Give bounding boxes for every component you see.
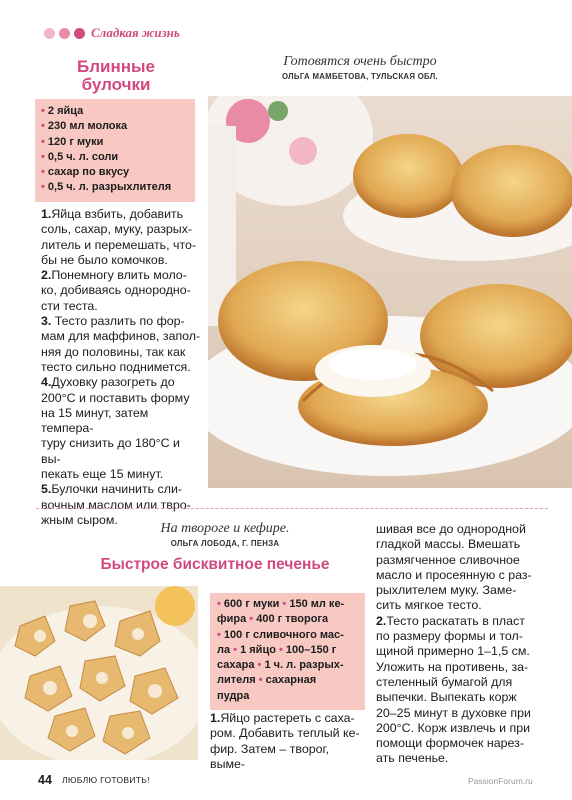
step-text: Яйца взбить, добавить: [51, 207, 184, 221]
ingredient-line: [217, 643, 359, 658]
recipe1-ingredients: [35, 99, 195, 202]
bullet-icon: •: [41, 181, 48, 194]
step-line: [376, 644, 534, 659]
recipe1-subtitle: Готовятся очень быстро: [283, 54, 437, 69]
ingredient-item: [41, 135, 187, 150]
ingredient-text: 0,5 ч. л. соли: [47, 150, 119, 163]
step-line: [41, 283, 201, 298]
recipe1-title-line1: Блинные: [77, 57, 155, 76]
ingredient-text: сахар по вкусу: [47, 166, 130, 179]
ingredient-text: 0,5 ч. л. разрыхлителя: [47, 181, 172, 194]
step-text: рыхлителем муку. Заме-: [376, 583, 517, 598]
ingredient-text: 1 яйцо: [240, 643, 276, 656]
recipe2-steps-col1: [210, 711, 366, 772]
step-text: ром. Добавить теплый ке-: [210, 726, 360, 741]
section-dots: [44, 28, 85, 39]
bullet-icon: •: [279, 643, 286, 656]
step-line: [41, 329, 201, 344]
step-text: няя до половины, так как: [41, 344, 186, 359]
ingredient-text: 400 г творога: [256, 613, 329, 626]
ingredient-text: фира: [217, 613, 247, 626]
step-text: масло и просеянную с раз-: [376, 567, 532, 582]
recipe1-caption: [210, 54, 510, 81]
step-text: фир. Затем – творог, выме-: [210, 741, 329, 771]
step-text: вочным маслом или твро-: [41, 497, 191, 512]
dot-icon: [74, 28, 85, 39]
step-line: [41, 360, 201, 375]
step-line: [41, 253, 201, 268]
step-line: [376, 736, 534, 751]
step-text: ко, добиваясь однородно-: [41, 283, 191, 298]
ingredient-text: 230 мл молока: [47, 120, 128, 133]
step-text: Тесто раскатать в пласт: [386, 613, 525, 628]
step-number: 3.: [41, 314, 52, 329]
step-text: Тесто разлить по фор-: [51, 314, 185, 329]
step-text: тесто сильно поднимется.: [41, 359, 191, 374]
bullet-icon: •: [217, 628, 224, 641]
dot-icon: [44, 28, 55, 39]
recipe2-subtitle: На твороге и кефире.: [160, 521, 290, 536]
step-line: [41, 482, 201, 497]
bullet-icon: •: [41, 105, 48, 117]
bullet-icon: •: [258, 674, 266, 687]
step-line: [376, 675, 534, 690]
page-number: 44: [38, 773, 52, 787]
step-number: 2.: [376, 613, 387, 628]
ingredient-line: [217, 673, 359, 688]
bullet-icon: •: [249, 613, 257, 626]
step-line: [376, 553, 534, 568]
bullet-icon: •: [41, 150, 48, 163]
cookies-photo-illustration: [0, 586, 198, 760]
ingredient-text: ла: [217, 643, 231, 656]
recipe1-author: ОЛЬГА МАМБЕТОВА, ТУЛЬСКАЯ ОБЛ.: [281, 72, 439, 81]
bullet-icon: •: [233, 643, 241, 656]
step-line: [376, 583, 534, 598]
step-line: [210, 711, 366, 726]
recipe2-author: ОЛЬГА ЛОБОДА, Г. ПЕНЗА: [170, 539, 280, 548]
ingredient-item: [41, 104, 187, 119]
dot-icon: [59, 28, 70, 39]
ingredient-text: сахара: [217, 659, 255, 672]
step-line: [41, 222, 201, 237]
recipe1-steps: [41, 207, 201, 528]
recipe2-title: Быстрое бисквитное печенье: [100, 556, 330, 573]
step-text: сить мягкое тесто.: [376, 598, 482, 613]
magazine-name: ЛЮБЛЮ ГОТОВИТЬ!: [62, 775, 150, 785]
ingredient-item: [41, 180, 187, 195]
step-line: [41, 268, 201, 283]
step-line: [41, 498, 201, 513]
step-line: [376, 522, 534, 537]
recipe1-title-line2: булочки: [81, 75, 151, 94]
step-line: [376, 660, 534, 675]
step-text: выпечки. Выпекать корж: [376, 690, 517, 705]
step-text: 20–25 минут в духовке при: [376, 705, 531, 720]
step-line: [376, 598, 534, 613]
step-text: сти теста.: [41, 298, 98, 313]
ingredient-text: сахарная: [265, 674, 317, 687]
ingredient-text: лителя: [217, 674, 256, 687]
step-text: мам для маффинов, запол-: [41, 329, 201, 344]
step-line: [41, 345, 201, 360]
step-text: пекать еще 15 минут.: [41, 467, 164, 482]
ingredient-text: 100–150 г: [285, 643, 337, 656]
step-line: [41, 314, 201, 329]
ingredient-line: [217, 597, 359, 612]
step-text: жным сыром.: [41, 512, 118, 527]
step-text: шивая все до однородной: [376, 522, 526, 536]
step-text: Понемногу влить моло-: [51, 268, 187, 283]
step-text: щиной примерно 1–1,5 см.: [376, 644, 530, 659]
step-text: размягченное сливочное: [376, 552, 520, 567]
step-text: ать печенье.: [376, 751, 449, 766]
ingredient-item: [41, 119, 187, 134]
ingredient-text: пудра: [217, 689, 250, 702]
section-title: Сладкая жизнь: [91, 25, 180, 40]
step-line: [210, 726, 366, 741]
step-line: [41, 375, 201, 390]
step-line: [376, 614, 534, 629]
step-line: [376, 706, 534, 721]
step-line: [41, 467, 201, 482]
step-text: 200°С. Корж извлечь и при: [376, 720, 531, 735]
step-line: [376, 537, 534, 552]
ingredient-text: 120 г муки: [47, 135, 104, 148]
step-text: помощи формочек нарез-: [376, 736, 524, 751]
step-line: [376, 568, 534, 583]
bullet-icon: •: [41, 120, 48, 133]
step-text: 200°С и поставить форму: [41, 390, 190, 405]
watermark: PassionForum.ru: [468, 776, 533, 786]
recipe2-steps-col2: [376, 522, 534, 767]
bullet-icon: •: [217, 598, 224, 610]
ingredient-item: [41, 150, 187, 165]
ingredient-text: 2 яйца: [47, 105, 84, 117]
step-text: литель и перемешать, что-: [41, 237, 197, 252]
step-text: Яйцо растереть с саха-: [220, 711, 355, 725]
step-line: [41, 436, 201, 467]
step-text: на 15 минут, затем темпера-: [41, 405, 149, 436]
step-line: [376, 721, 534, 736]
step-text: по размеру формы и тол-: [376, 629, 523, 644]
step-text: бы не было комочков.: [41, 252, 168, 267]
step-line: [210, 742, 366, 773]
recipe2-caption: [80, 521, 370, 548]
step-line: [41, 238, 201, 253]
ingredient-line: [217, 612, 359, 627]
step-text: стеленный бумагой для: [376, 674, 513, 689]
bullet-icon: •: [282, 598, 290, 610]
step-number: 2.: [41, 268, 52, 283]
step-text: гладкой массы. Вмешать: [376, 537, 521, 552]
ingredient-text: 1 ч. л. разрых-: [264, 659, 344, 672]
buns-photo-illustration: [208, 96, 572, 488]
step-line: [376, 690, 534, 705]
step-line: [41, 299, 201, 314]
step-number: 4.: [41, 375, 52, 390]
step-number: 1.: [41, 207, 52, 221]
step-text: Булочки начинить сли-: [51, 482, 183, 497]
step-line: [41, 391, 201, 406]
step-line: [41, 406, 201, 437]
buns-photo: [208, 96, 572, 488]
step-text: Духовку разогреть до: [51, 375, 175, 390]
step-text: соль, сахар, муку, разрых-: [41, 222, 193, 237]
cookies-photo: [0, 586, 198, 760]
ingredient-text: 150 мл ке-: [289, 598, 345, 610]
step-text: туру снизить до 180°С и вы-: [41, 436, 180, 466]
bullet-icon: •: [257, 659, 265, 672]
ingredient-text: 100 г сливочного мас-: [223, 628, 344, 641]
step-text: Уложить на противень, за-: [376, 659, 529, 674]
ingredient-text: 600 г муки: [223, 598, 280, 610]
step-number: 1.: [210, 711, 221, 725]
bullet-icon: •: [41, 166, 48, 179]
bullet-icon: •: [41, 135, 48, 148]
ingredient-line: [217, 689, 359, 704]
ingredient-line: [217, 628, 359, 643]
step-line: [376, 751, 534, 766]
step-line: [376, 629, 534, 644]
step-line: [41, 207, 201, 222]
ingredient-item: [41, 165, 187, 180]
recipe2-ingredients: [210, 593, 365, 710]
recipe1-title: [36, 58, 196, 94]
step-number: 5.: [41, 482, 52, 497]
ingredient-line: [217, 658, 359, 673]
section-divider: [36, 508, 548, 509]
